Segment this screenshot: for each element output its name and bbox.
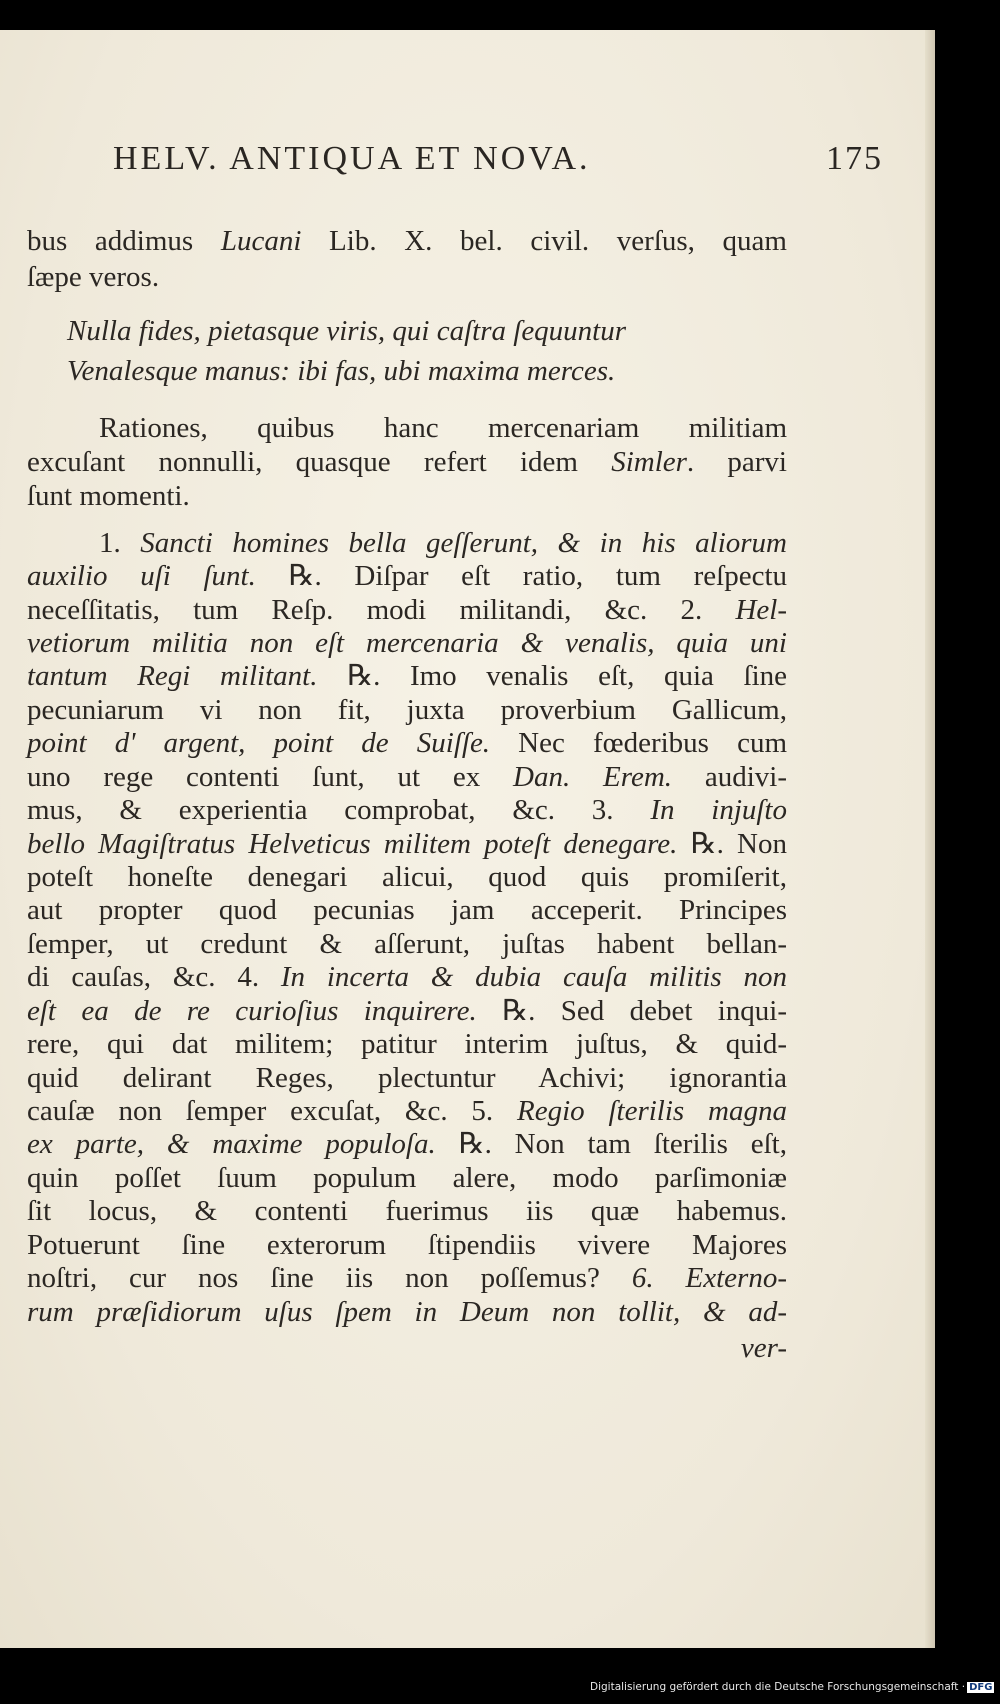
text-line: Rationes, quibus hanc mercenariam militiam: [99, 412, 787, 444]
text-line: ſunt momenti.: [27, 480, 190, 512]
text-line: excuſant nonnulli, quasque refert idem Simler. parvi: [27, 446, 787, 478]
text-line: rum præſidiorum uſus ſpem in Deum non tollit, & ad-: [27, 1296, 787, 1328]
text-line: Potuerunt ſine exterorum ſtipendiis vivere Majores: [27, 1229, 787, 1261]
text-line: rere, qui dat militem; patitur interim juſtus, & quid-: [27, 1028, 787, 1060]
text-line: bus addimus Lucani Lib. X. bel. civil. verſus, quam: [27, 225, 787, 257]
footer-credit: [590, 1681, 1000, 1701]
verse-line: Venalesque manus: ibi fas, ubi maxima merces.: [67, 355, 616, 387]
page-header: [0, 140, 935, 190]
text-line: noſtri, cur nos ſine iis non poſſemus? 6. Externo-: [27, 1262, 787, 1294]
text-line: ex parte, & maxime populoſa. ℞. Non tam ſterilis eſt,: [27, 1128, 787, 1160]
catchword: ver-: [740, 1332, 787, 1364]
footer-text: Digitalisierung gefördert durch die Deutsche Forschungsgemeinschaft ·: [590, 1681, 966, 1693]
text-line: uno rege contenti ſunt, ut ex Dan. Erem. audivi-: [27, 761, 787, 793]
text-line: eſt ea de re curioſius inquirere. ℞. Sed debet inqui-: [27, 995, 788, 1027]
text-line: quid delirant Reges, plectuntur Achivi; ignorantia: [27, 1062, 787, 1094]
text-line: tantum Regi militant. ℞. Imo venalis eſt, quia ſine: [27, 660, 787, 692]
text-line: poteſt honeſte denegari alicui, quod quis promiſerit,: [27, 861, 787, 893]
book-page: [0, 30, 935, 1648]
text-line: ſemper, ut credunt & aſſerunt, juſtas habent bellan-: [27, 928, 787, 960]
text-line: ſit locus, & contenti fuerimus iis quæ habemus.: [27, 1195, 787, 1227]
text-line: quin poſſet ſuum populum alere, modo parſimoniæ: [27, 1162, 787, 1194]
text-line: ſæpe veros.: [27, 261, 160, 293]
text-line: vetiorum militia non eſt mercenaria & venalis, quia uni: [27, 627, 787, 659]
page-number: 175: [826, 140, 883, 177]
dfg-logo: DFG: [969, 1682, 993, 1693]
text-line: 1. Sancti homines bella geſſerunt, & in his aliorum: [99, 527, 787, 559]
text-line: point d' argent, point de Suiſſe. Nec fœderibus cum: [27, 727, 787, 759]
running-title: HELV. ANTIQUA ET NOVA.: [113, 140, 591, 177]
text-line: di cauſas, &c. 4. In incerta & dubia cauſa militis non: [27, 961, 787, 993]
text-line: cauſæ non ſemper excuſat, &c. 5. Regio ſterilis magna: [27, 1095, 787, 1127]
text-line: mus, & experientia comprobat, &c. 3. In injuſto: [27, 794, 787, 826]
text-line: auxilio uſi ſunt. ℞. Diſpar eſt ratio, tum reſpectu: [27, 560, 787, 592]
text-line: pecuniarum vi non fit, juxta proverbium Gallicum,: [27, 694, 787, 726]
verse-line: Nulla fides, pietasque viris, qui caſtra ſequuntur: [67, 315, 627, 347]
text-line: aut propter quod pecunias jam acceperit. Principes: [27, 894, 787, 926]
text-line: neceſſitatis, tum Reſp. modi militandi, &c. 2. Hel-: [27, 594, 787, 626]
page-edge: [925, 30, 935, 1648]
text-line: bello Magiſtratus Helveticus militem poteſt denegare. ℞. Non: [27, 828, 787, 860]
